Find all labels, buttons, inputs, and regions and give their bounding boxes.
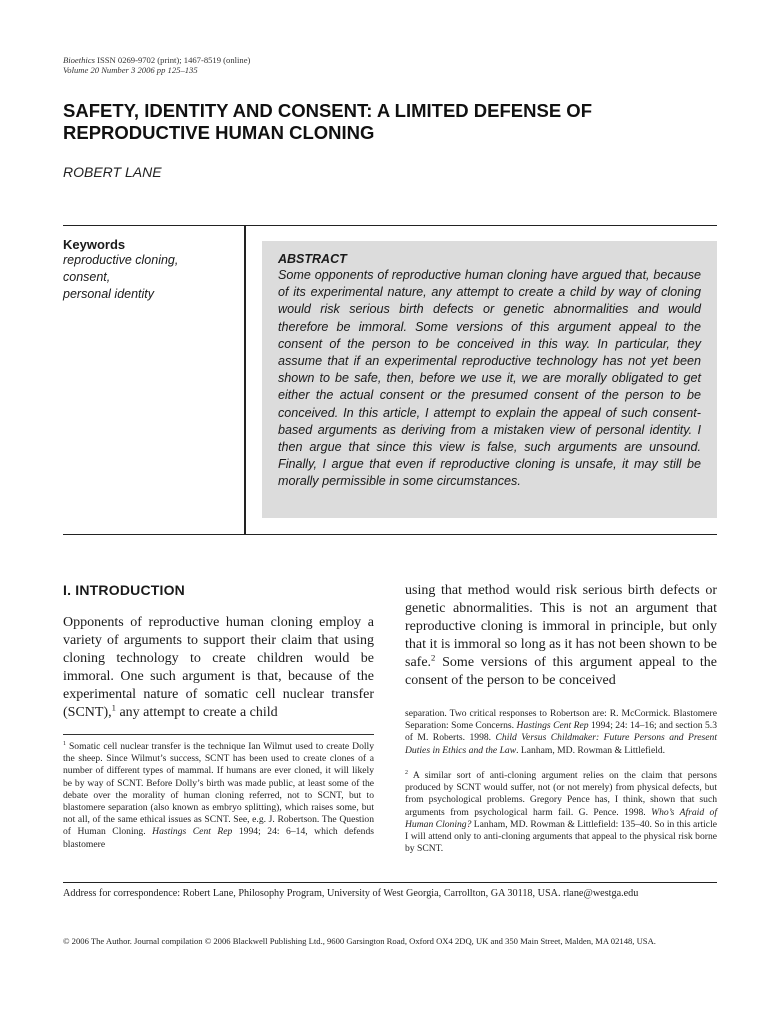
- footnote-divider-left: [63, 734, 374, 735]
- footnote-1-text-a: Somatic cell nuclear transfer is the technique Ian Wilmut used to create Dolly the sheep. Since Wilmut’s success, SCNT has been used to create clones of a number of different types of mammal. If humans are ever cloned, it will likely be by way of SCNT. Before Dolly’s birth was made public, at least some of the debate over the morality of human cloning referred, not to SCNT, but to blastomere separation (also known as embryo splitting), which raises some, but not all, of the same ethical issues as SCNT. See, e.g. J. Robertson. The Question of Human Cloning.: [63, 741, 374, 838]
- abstract-text: Some opponents of reproductive human cloning have argued that, because of its experimental nature, any attempt to create a child by way of cloning would risk serious birth defects or genetic abnormalities and would therefore be immoral. Some versions of this argument appeal to the consent of the person to be conceived in this way. In particular, they assume that if an experimental reproductive technology has not yet been shown to be safe, then, before we use it, we are morally obligated to get either the actual consent or the presumed consent of the person to be conceived. In this article, I attempt to explain the appeal of such consent-based arguments as deriving from a mistaken view of personal identity. I then argue that since this view is false, such arguments are unsound. Finally, I argue that even if reproductive cloning is unsafe, it may still be morally permissible in some circumstances.: [278, 268, 701, 489]
- footnote-1-continued: [405, 708, 717, 757]
- header-bottom-divider: [63, 534, 717, 535]
- footnote-2-text-a: A similar sort of anti-cloning argument relies on the claim that persons produced by SCNT would suffer, not (or not merely) from physical defects, but from psychological problems. Gregory Pence has, I think, shown that such arguments from psychological harm fail. G. Pence. 1998.: [405, 770, 717, 818]
- article-title: [63, 100, 703, 144]
- footnote-1c-text-b: 1994; 24: 14–16; and section 5.3 of M. Roberts. 1998.: [405, 720, 718, 744]
- correspondence-divider: [63, 882, 717, 883]
- keywords-abstract-divider: [244, 226, 246, 535]
- footnote-1-text-b: 1994; 24: 6–14, which defends blastomere: [63, 826, 374, 850]
- keyword-item: personal identity: [63, 287, 155, 301]
- keywords-heading: Keywords: [63, 237, 126, 252]
- correspondence-address: Address for correspondence: Robert Lane, Philosophy Program, University of West Georgia, Carrollton, GA 30118, USA. rlane@westga.edu: [63, 888, 639, 899]
- keyword-item: consent,: [63, 270, 111, 284]
- journal-issn: ISSN 0269-9702 (print); 1467-8519 (online): [97, 55, 251, 65]
- footnote-ref-2[interactable]: 2: [431, 651, 436, 662]
- intro-right-text-a: using that method would risk serious birth defects or genetic abnormalities. This is not an argument that reproductive cloning is immoral in principle, but only that it is immoral so long as it has not been shown to be safe.: [405, 583, 717, 670]
- footnote-1c-journal: Hastings Cent Rep: [516, 720, 589, 732]
- article-title-line-2: REPRODUCTIVE HUMAN CLONING: [63, 122, 375, 143]
- intro-left-text-a: Opponents of reproductive human cloning employ a variety of arguments to support their claim that using cloning technology to create children would be immoral. One such argument is that, because of the experimental nature of somatic cell nuclear transfer (SCNT),: [63, 615, 374, 720]
- journal-volume: Volume 20 Number 3 2006 pp 125–135: [63, 65, 198, 75]
- footnote-2-text-b: Lanham, MD. Rowman & Littlefield: 135–40. So in this article I will attend only to anti-cloning arguments that appeal to the physical risk borne by SCNT.: [405, 818, 717, 855]
- footnote-1c-text-c: . Lanham, MD. Rowman & Littlefield.: [516, 744, 666, 756]
- article-title-line-1: SAFETY, IDENTITY AND CONSENT: A LIMITED DEFENSE OF: [63, 100, 592, 121]
- intro-left-text-b: any attempt to create a child: [115, 704, 278, 720]
- footnote-1-number: 1: [63, 740, 66, 747]
- footnote-2: [405, 770, 717, 855]
- footnote-1c-book: Child Versus Childmaker: Future Persons and Present Duties in Ethics and the Law: [405, 732, 717, 756]
- footnote-2-book: Who’s Afraid of Human Cloning?: [405, 806, 717, 830]
- article-author: ROBERT LANE: [63, 164, 162, 180]
- footnote-1-journal: Hastings Cent Rep: [152, 826, 233, 838]
- journal-header: [63, 55, 463, 75]
- intro-left-paragraph: [63, 614, 374, 721]
- copyright-notice: © 2006 The Author. Journal compilation © 2006 Blackwell Publishing Ltd., 9600 Garsington Road, Oxford OX4 2DQ, UK and 350 Main Street, Malden, MA 02148, USA.: [63, 936, 656, 946]
- footnote-1c-text-a: separation. Two critical responses to Robertson are: R. McCormick. Blastomere Separation: Some Concerns.: [405, 708, 717, 732]
- top-divider: [63, 225, 717, 226]
- journal-name: Bioethics: [63, 55, 95, 65]
- journal-volume-line: [63, 65, 463, 75]
- footnote-ref-1[interactable]: 1: [111, 701, 116, 712]
- section-heading-introduction: I. INTRODUCTION: [63, 582, 185, 598]
- keyword-item: reproductive cloning,: [63, 253, 179, 267]
- abstract-box: [262, 241, 717, 518]
- footnote-2-number: 2: [405, 769, 408, 776]
- abstract-heading: ABSTRACT: [278, 252, 347, 266]
- intro-right-paragraph: [405, 582, 717, 689]
- footnote-1: [63, 741, 374, 851]
- journal-issn-line: [63, 55, 463, 65]
- keywords-block: [63, 237, 238, 303]
- intro-right-text-b: Some versions of this argument appeal to the consent of the person to be conceived: [405, 654, 717, 688]
